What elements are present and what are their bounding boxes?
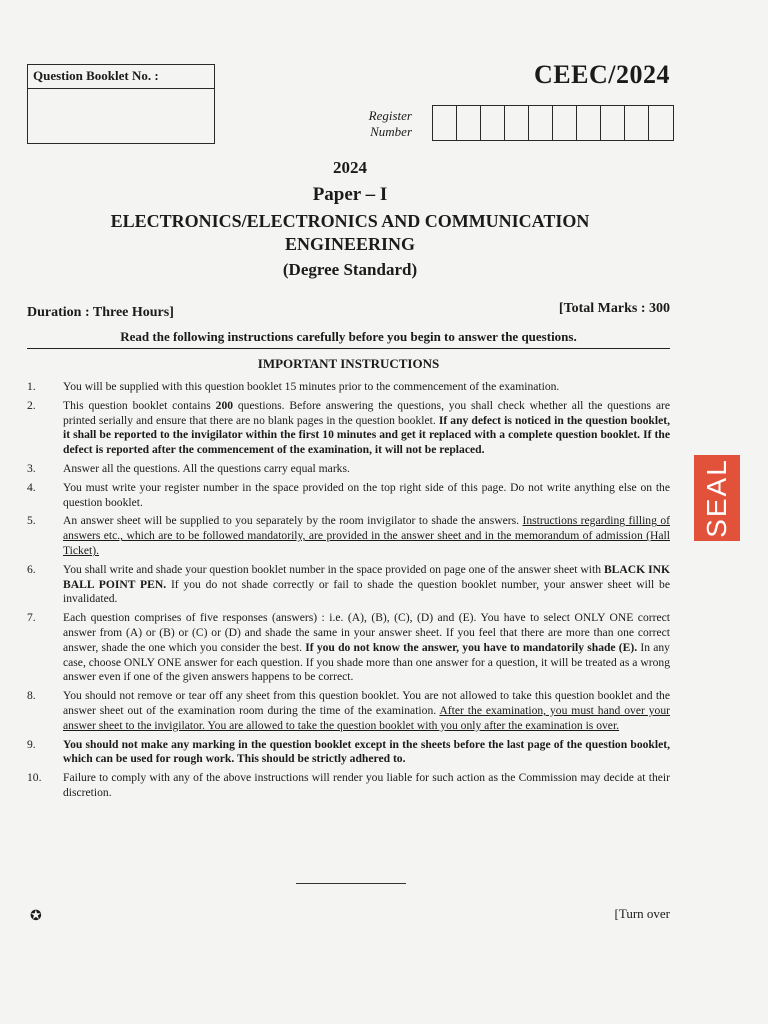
register-digit-box[interactable] bbox=[601, 106, 625, 140]
instruction-text bbox=[63, 514, 670, 558]
instruction-text-part: This question booklet contains bbox=[63, 398, 216, 412]
instruction-number: 7. bbox=[27, 611, 36, 625]
instruction-text-part: An answer sheet will be supplied to you separately by the room invigilator to shade the answers. bbox=[63, 514, 523, 528]
register-number-boxes[interactable] bbox=[432, 105, 674, 141]
subject-line-1: ELECTRONICS/ELECTRONICS AND COMMUNICATION bbox=[110, 211, 590, 231]
instruction-text: You will be supplied with this question booklet 15 minutes prior to the commencement of the examination. bbox=[63, 380, 560, 393]
instruction-item bbox=[27, 514, 670, 558]
instruction-number: 1. bbox=[27, 380, 36, 393]
instruction-underlined-text: After the examination, you must hand over your answer sheet to the invigilator. You are allowed to take the question booklet with you only after the examination is over. bbox=[63, 703, 670, 732]
instruction-text-part: Each question comprises of five responses (answers) : i.e. (A), (B), (C), (D) and (E). You have to select ONLY ONE correct answer from (A) or (B) or (C) or (D) and shade the same in your answer sheet. If you feel that there are more than one correct answer, shade the one which you consider the best. bbox=[63, 611, 670, 654]
instruction-number: 8. bbox=[27, 689, 36, 703]
instruction-text bbox=[63, 611, 670, 685]
instruction-text: Failure to comply with any of the above instructions will render you liable for such action as the Commission may decide at their discretion. bbox=[63, 771, 670, 799]
instructions-heading: IMPORTANT INSTRUCTIONS bbox=[257, 356, 440, 371]
instruction-item bbox=[27, 380, 670, 395]
register-digit-box[interactable] bbox=[625, 106, 649, 140]
printer-mark-icon: ✪ bbox=[30, 909, 42, 924]
instruction-underlined-text: Instructions regarding filling of answers etc., which are to be followed mandatorily, are provided in the answer sheet and in the memorandum of admission (Hall Ticket). bbox=[63, 514, 670, 557]
divider bbox=[27, 348, 670, 349]
instruction-item bbox=[27, 771, 670, 801]
end-divider bbox=[296, 883, 406, 884]
paper-title: Paper – I bbox=[312, 184, 388, 205]
instruction-item bbox=[27, 563, 670, 607]
instruction-text: You should not make any marking in the question booklet except in the sheets before the last page of the question booklet, which can be used for rough work. This should be strictly adhered to. bbox=[63, 737, 670, 766]
instruction-text: You must write your register number in the space provided on the top right side of this page. Do not write anything else on the question booklet. bbox=[63, 480, 670, 509]
subject-title bbox=[40, 210, 660, 256]
exam-year: 2024 bbox=[333, 158, 367, 177]
instruction-number: 2. bbox=[27, 398, 36, 412]
instruction-text-part: questions. Before answering the questions, you shall check whether all the questions are printed serially and ensure that there are no blank pages in the question booklet. bbox=[63, 398, 671, 427]
turn-over-note: [Turn over bbox=[614, 906, 670, 921]
booklet-number-box[interactable] bbox=[27, 64, 215, 144]
instruction-text-part: You shall write and shade your question booklet number in the space provided on page one of the answer sheet with bbox=[63, 562, 604, 576]
subject-line-2: ENGINEERING bbox=[284, 234, 416, 254]
instruction-text bbox=[63, 563, 670, 607]
instruction-number: 3. bbox=[27, 461, 36, 475]
instruction-text: Answer all the questions. All the questions carry equal marks. bbox=[63, 461, 350, 475]
instruction-item bbox=[27, 738, 670, 768]
register-digit-box[interactable] bbox=[457, 106, 481, 140]
instruction-bold-text: BLACK INK BALL POINT PEN. bbox=[63, 562, 670, 591]
seal-label: SEAL bbox=[701, 458, 733, 538]
instruction-number: 9. bbox=[27, 737, 36, 751]
instruction-text bbox=[63, 399, 670, 458]
instruction-item bbox=[27, 462, 670, 477]
instruction-number: 10. bbox=[27, 771, 42, 785]
question-count: 200 bbox=[215, 398, 234, 412]
instruction-item bbox=[27, 399, 670, 458]
register-digit-box[interactable] bbox=[577, 106, 601, 140]
instruction-item bbox=[27, 481, 670, 511]
instruction-bold-text: If any defect is noticed in the question booklet, it shall be reported to the invigilator within the first 10 minutes and get it replaced with a complete question booklet. If the defect is reported after the commencement of the examination, it will not be replaced. bbox=[63, 413, 670, 457]
instruction-number: 6. bbox=[27, 562, 36, 576]
register-digit-box[interactable] bbox=[529, 106, 553, 140]
instructions-list bbox=[27, 380, 670, 805]
instruction-item bbox=[27, 689, 670, 733]
degree-standard: (Degree Standard) bbox=[282, 260, 418, 279]
instruction-number: 4. bbox=[27, 480, 36, 494]
instruction-item bbox=[27, 611, 670, 685]
register-label-line-2: Number bbox=[370, 124, 412, 139]
total-marks: [Total Marks : 300 bbox=[558, 301, 670, 316]
register-digit-box[interactable] bbox=[649, 106, 673, 140]
instruction-number: 5. bbox=[27, 514, 36, 528]
duration: Duration : Three Hours] bbox=[27, 305, 174, 320]
exam-code: CEEC/2024 bbox=[534, 60, 670, 89]
instruction-text-part: In any case, choose ONLY ONE answer for each question. If you shade more than one answer for a question, it will be treated as a wrong answer even if one of the given answers happens to be correct. bbox=[63, 640, 670, 684]
register-digit-box[interactable] bbox=[553, 106, 577, 140]
register-digit-box[interactable] bbox=[481, 106, 505, 140]
read-instructions-note: Read the following instructions carefully before you begin to answer the questions. bbox=[120, 329, 577, 344]
register-number-label bbox=[346, 108, 412, 140]
register-label-line-1: Register bbox=[368, 108, 412, 123]
booklet-number-label: Question Booklet No. : bbox=[28, 65, 214, 89]
instruction-bold-text: If you do not know the answer, you have to mandatorily shade (E). bbox=[305, 640, 638, 654]
seal-tab[interactable] bbox=[694, 455, 740, 541]
instruction-text-part: If you do not shade correctly or fail to shade the question booklet number, your answer sheet will be invalidated. bbox=[63, 577, 670, 606]
instruction-text bbox=[63, 689, 670, 733]
instruction-text-part: You should not remove or tear off any sheet from this question booklet. You are not allowed to take this question booklet and the answer sheet out of the examination room during the time of the examination. bbox=[63, 689, 670, 717]
register-digit-box[interactable] bbox=[505, 106, 529, 140]
register-digit-box[interactable] bbox=[433, 106, 457, 140]
